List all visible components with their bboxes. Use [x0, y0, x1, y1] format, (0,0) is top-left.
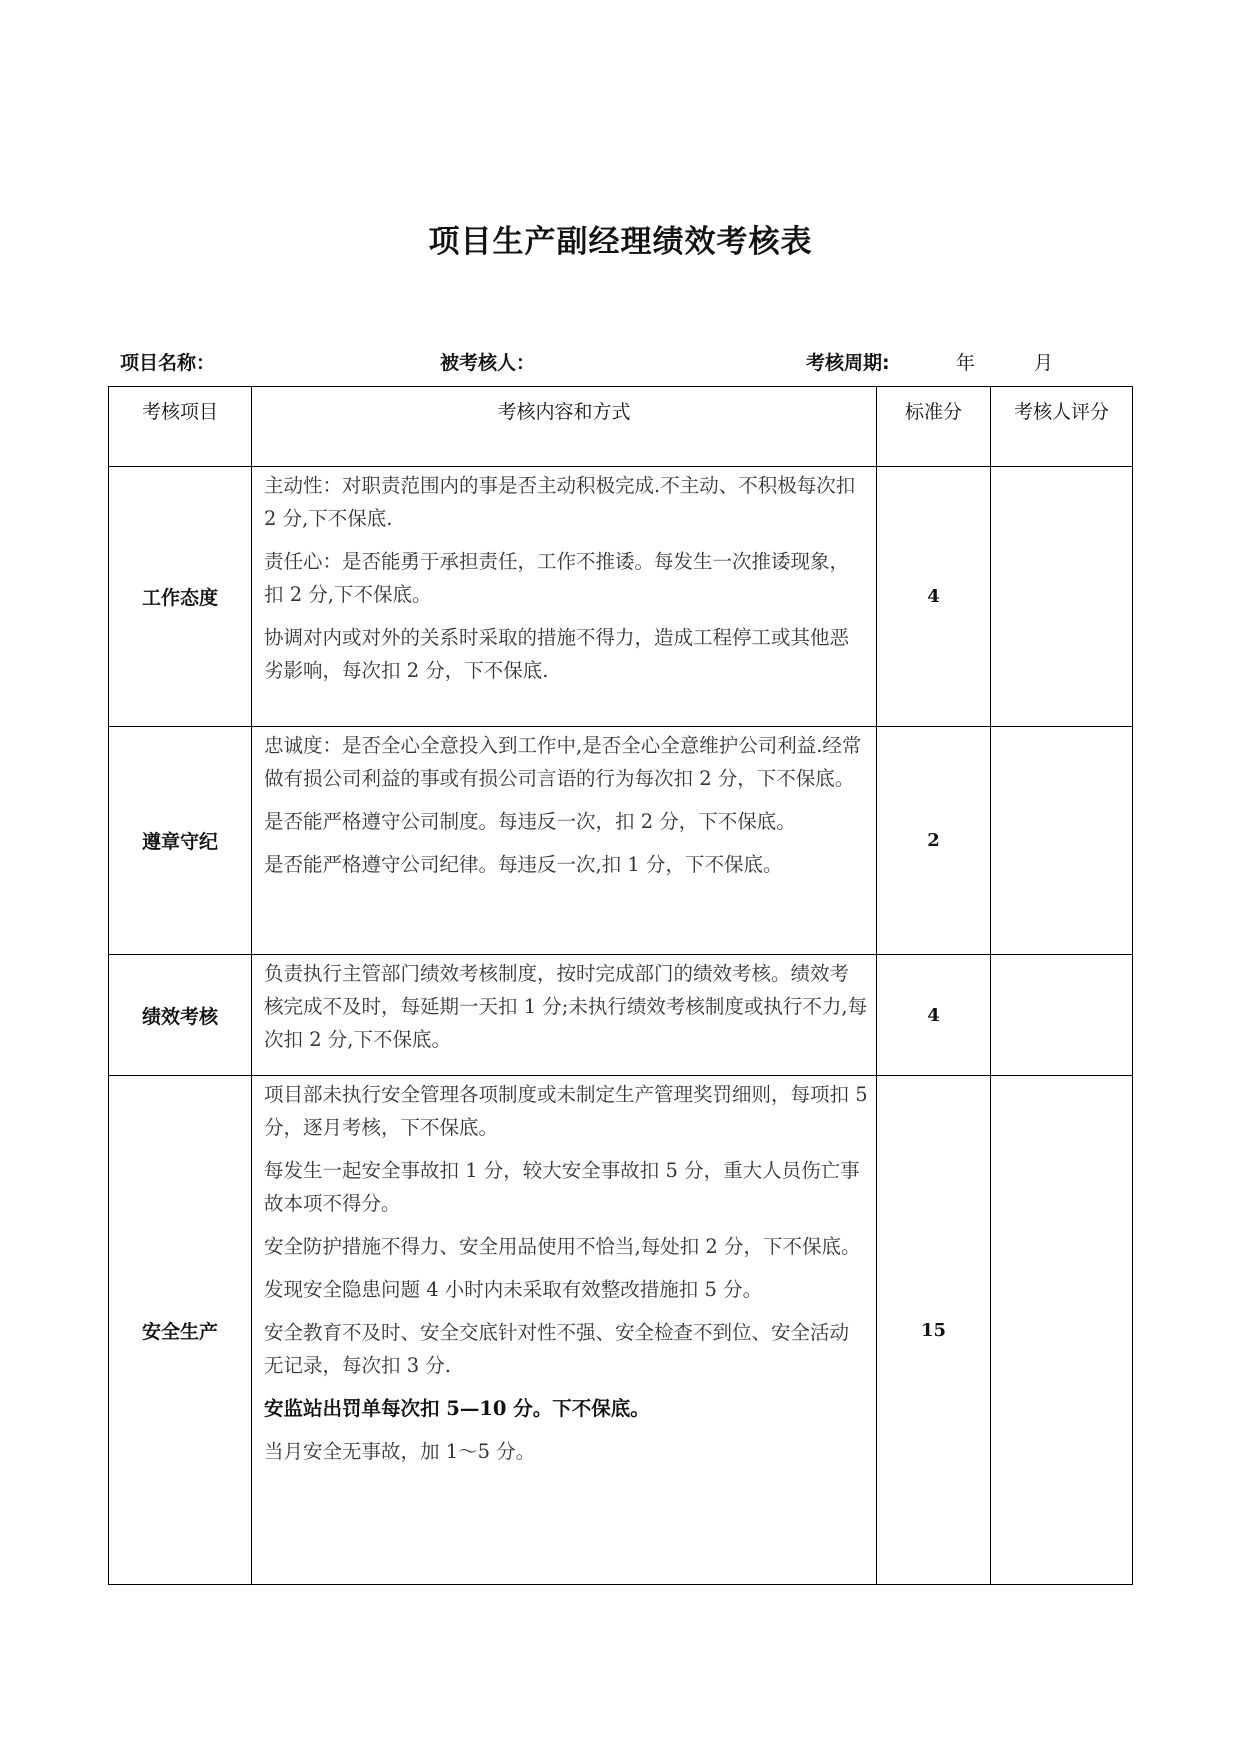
criterion-text: 协调对内或对外的关系时采取的措施不得力，造成工程停工或其他恶劣影响，每次扣 2 分，下不保底.: [264, 626, 850, 682]
criterion-text: 责任心：是否能勇于承担责任，工作不推诿。每发生一次推诿现象，扣 2 分,下不保底。: [264, 550, 850, 606]
project-name-label: 项目名称：: [120, 352, 216, 374]
criterion-text: 主动性：对职责范围内的事是否主动积极完成.不主动、不积极每次扣 2 分,下不保底.: [264, 474, 856, 530]
criterion-text: 每发生一起安全事故扣 1 分，较大安全事故扣 5 分，重大人员伤亡事故本项不得分。: [264, 1159, 860, 1215]
criterion-text: 是否能严格遵守公司纪律。每违反一次,扣 1 分，下不保底。: [264, 853, 783, 876]
content-cell: [252, 467, 877, 727]
content-cell: [252, 1076, 877, 1585]
criterion-text: 当月安全无事故，加 1～5 分。: [264, 1440, 536, 1463]
header-content: 考核内容和方式: [252, 387, 877, 467]
criterion-text: 安全防护措施不得力、安全用品使用不恰当,每处扣 2 分，下不保底。: [264, 1235, 861, 1258]
table-row: [109, 955, 1133, 1076]
standard-score-cell: 15: [877, 1076, 991, 1585]
header-category: 考核项目: [109, 387, 252, 467]
period-label: 考核周期:: [806, 352, 890, 374]
table-row: [109, 1076, 1133, 1585]
assessment-table: [108, 386, 1133, 1585]
header-assessor-score: 考核人评分: [991, 387, 1133, 467]
month-label: 月: [1034, 352, 1054, 374]
criterion-text-bold: 安监站出罚单每次扣 5—10 分。下不保底。: [264, 1397, 650, 1420]
year-label: 年: [956, 352, 976, 374]
category-cell: 安全生产: [109, 1076, 252, 1585]
header-standard-score: 标准分: [877, 387, 991, 467]
assessor-score-cell[interactable]: [991, 955, 1133, 1076]
criterion-text: 安全教育不及时、安全交底针对性不强、安全检查不到位、安全活动无记录，每次扣 3 分.: [264, 1321, 850, 1377]
criterion-text: 是否能严格遵守公司制度。每违反一次，扣 2 分，下不保底。: [264, 810, 796, 833]
table-row: [109, 467, 1133, 727]
content-cell: [252, 955, 877, 1076]
assessor-score-cell[interactable]: [991, 727, 1133, 955]
assessee-label: 被考核人：: [440, 352, 536, 374]
table-row: [109, 727, 1133, 955]
category-cell: 遵章守纪: [109, 727, 252, 955]
standard-score-cell: 4: [877, 955, 991, 1076]
category-cell: 绩效考核: [109, 955, 252, 1076]
page-title: 项目生产副经理绩效考核表: [428, 224, 813, 260]
standard-score-cell: 2: [877, 727, 991, 955]
criterion-text: 项目部未执行安全管理各项制度或未制定生产管理奖罚细则，每项扣 5 分，逐月考核，下不保底。: [264, 1083, 868, 1139]
content-cell: [252, 727, 877, 955]
criterion-text: 发现安全隐患问题 4 小时内未采取有效整改措施扣 5 分。: [264, 1278, 763, 1301]
criterion-text: 忠诚度：是否全心全意投入到工作中,是否全心全意维护公司利益.经常做有损公司利益的事或有损公司言语的行为每次扣 2 分，下不保底。: [264, 734, 862, 790]
standard-score-cell: 4: [877, 467, 991, 727]
table-header-row: [109, 387, 1133, 467]
category-cell: 工作态度: [109, 467, 252, 727]
assessor-score-cell[interactable]: [991, 1076, 1133, 1585]
assessor-score-cell[interactable]: [991, 467, 1133, 727]
criterion-text: 负责执行主管部门绩效考核制度，按时完成部门的绩效考核。绩效考核完成不及时，每延期一天扣 1 分;未执行绩效考核制度或执行不力,每次扣 2 分,下不保底。: [264, 962, 868, 1051]
